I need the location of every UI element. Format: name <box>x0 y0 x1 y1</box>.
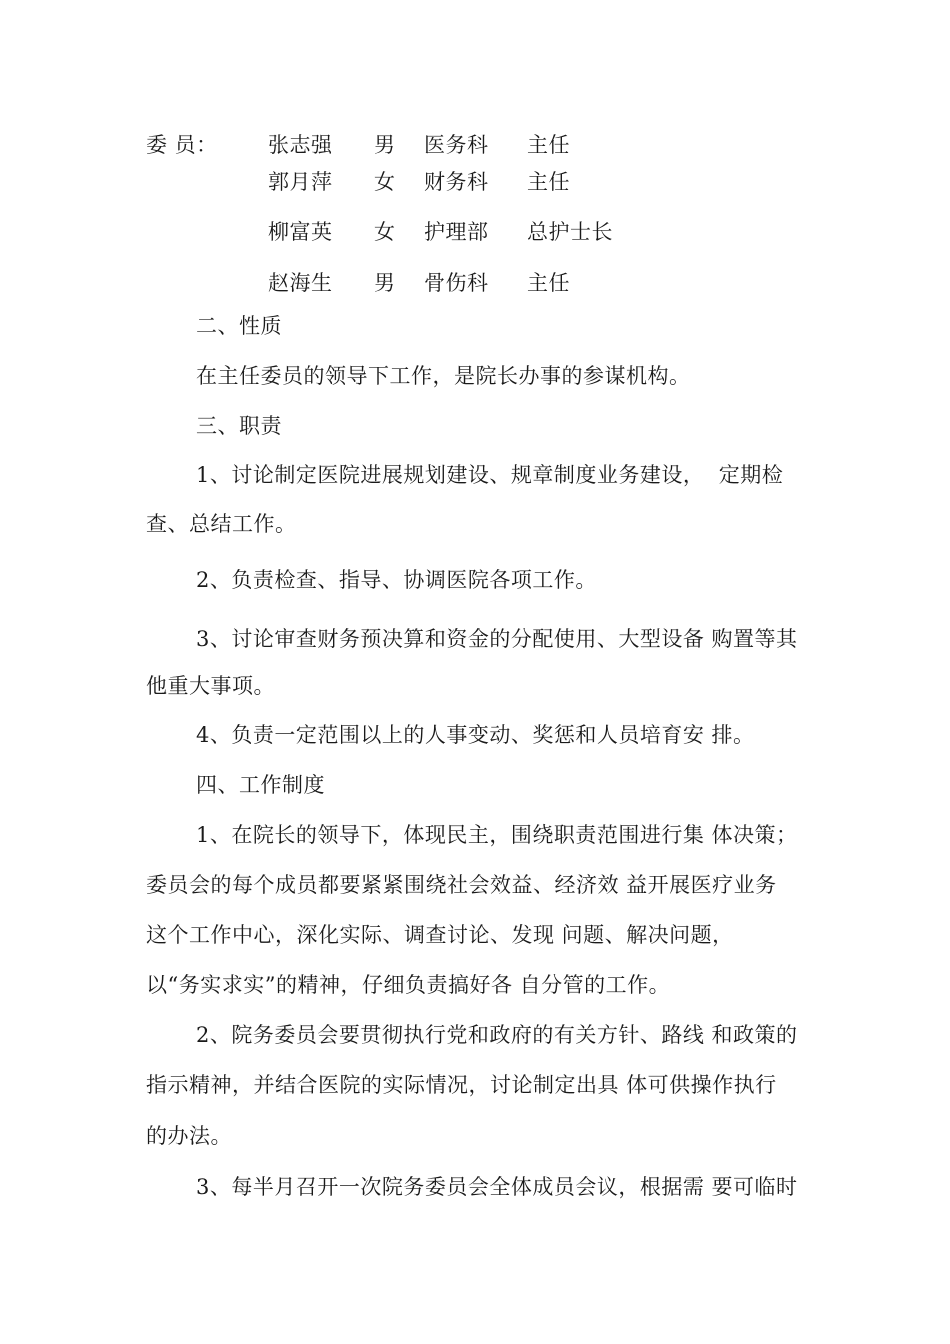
paragraph-line: 2、负责检查、指导、协调医院各项工作。 <box>196 568 597 592</box>
paragraph-line: 指示精神，并结合医院的实际情况，讨论制定出具 体可供操作执行 <box>146 1073 777 1097</box>
paragraph-line: 这个工作中心，深化实际、调查讨论、发现 问题、解决问题， <box>146 923 734 947</box>
member-title: 主任 <box>527 170 570 194</box>
member-title: 总护士长 <box>527 220 613 244</box>
member-name: 赵海生 <box>268 271 333 295</box>
member-name: 张志强 <box>268 133 333 157</box>
paragraph-line: 的办法。 <box>146 1124 232 1148</box>
section-heading-duties: 三、职责 <box>196 414 282 438</box>
member-name: 柳富英 <box>268 220 333 244</box>
section-heading-nature: 二、性质 <box>196 314 282 338</box>
paragraph-line: 以“务实求实”的精神，仔细负责搞好各 自分管的工作。 <box>146 973 671 997</box>
paragraph-line: 1、讨论制定医院进展规划建设、规章制度业务建设， 定期检 <box>196 463 784 487</box>
member-title: 主任 <box>527 271 570 295</box>
section-heading-work-system: 四、工作制度 <box>196 773 325 797</box>
member-gender: 男 <box>374 271 396 295</box>
paragraph-line: 4、负责一定范围以上的人事变动、奖惩和人员培育安 排。 <box>196 723 755 747</box>
member-gender: 女 <box>374 170 396 194</box>
member-dept: 骨伤科 <box>424 271 489 295</box>
member-title: 主任 <box>527 133 570 157</box>
member-gender: 男 <box>374 133 396 157</box>
paragraph-line: 1、在院长的领导下，体现民主，围绕职责范围进行集 体决策； <box>196 823 798 847</box>
paragraph-line: 他重大事项。 <box>146 674 275 698</box>
paragraph-line: 委员会的每个成员都要紧紧围绕社会效益、经济效 益开展医疗业务 <box>146 873 777 897</box>
paragraph-line: 查、总结工作。 <box>146 512 297 536</box>
paragraph-line: 2、院务委员会要贯彻执行党和政府的有关方针、路线 和政策的 <box>196 1023 798 1047</box>
member-dept: 护理部 <box>424 220 489 244</box>
member-dept: 医务科 <box>424 133 489 157</box>
member-dept: 财务科 <box>424 170 489 194</box>
paragraph-line: 3、每半月召开一次院务委员会全体成员会议，根据需 要可临时 <box>196 1175 798 1199</box>
paragraph-line: 3、讨论审查财务预决算和资金的分配使用、大型设备 购置等其 <box>196 627 798 651</box>
member-name: 郭月萍 <box>268 170 333 194</box>
member-gender: 女 <box>374 220 396 244</box>
paragraph: 在主任委员的领导下工作，是院长办事的参谋机构。 <box>196 364 691 388</box>
members-label: 委 员： <box>146 133 218 157</box>
